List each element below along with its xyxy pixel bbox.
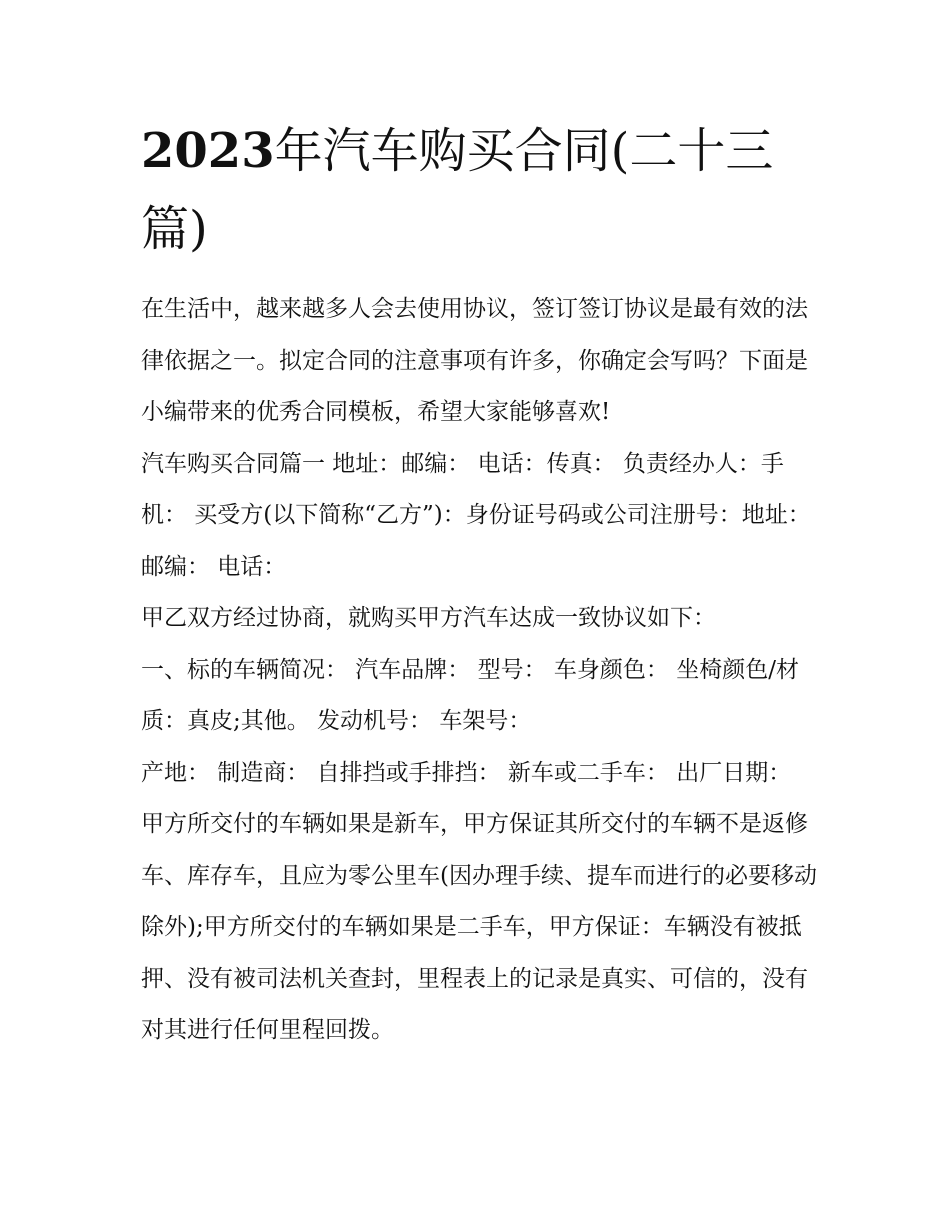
- document-page: [141, 112, 821, 1057]
- paragraph-vehicle-origin: 产地： 制造商： 自排挡或手排挡： 新车或二手车： 出厂日期：: [141, 759, 792, 786]
- paragraph-vehicle-guarantee: 甲方所交付的车辆如果是新车，甲方保证其所交付的车辆不是返修车、库存车，且应为零公里车(因办理手续、提车而进行的必要移动除外);甲方所交付的车辆如果是二手车，甲方保证：车辆没有被抵押、没有被司法机关查封，里程表上的记录是真实、可信的，没有对其进行任何里程回拨。: [141, 811, 817, 1043]
- title-text: 年汽车购买合同(二十三篇): [141, 123, 774, 257]
- paragraph-agreement: 甲乙双方经过协商，就购买甲方汽车达成一致协议如下：: [141, 605, 716, 631]
- title-year: 2023: [141, 123, 275, 179]
- document-title: [141, 112, 781, 268]
- paragraph-intro: 在生活中，越来越多人会去使用协议，签订签订协议是最有效的法律依据之一。拟定合同的注意事项有许多，你确定会写吗？下面是小编带来的优秀合同模板，希望大家能够喜欢!: [141, 296, 808, 425]
- paragraph-vehicle-overview: 一、标的车辆简况： 汽车品牌： 型号： 车身颜色： 坐椅颜色/材质：真皮;其他。 发动机号： 车架号：: [141, 656, 799, 734]
- paragraph-contract-parties: 汽车购买合同篇一 地址：邮编： 电话：传真： 负责经办人：手机： 买受方(以下简称“乙方”)：身份证号码或公司注册号：地址：邮编： 电话：: [141, 450, 811, 580]
